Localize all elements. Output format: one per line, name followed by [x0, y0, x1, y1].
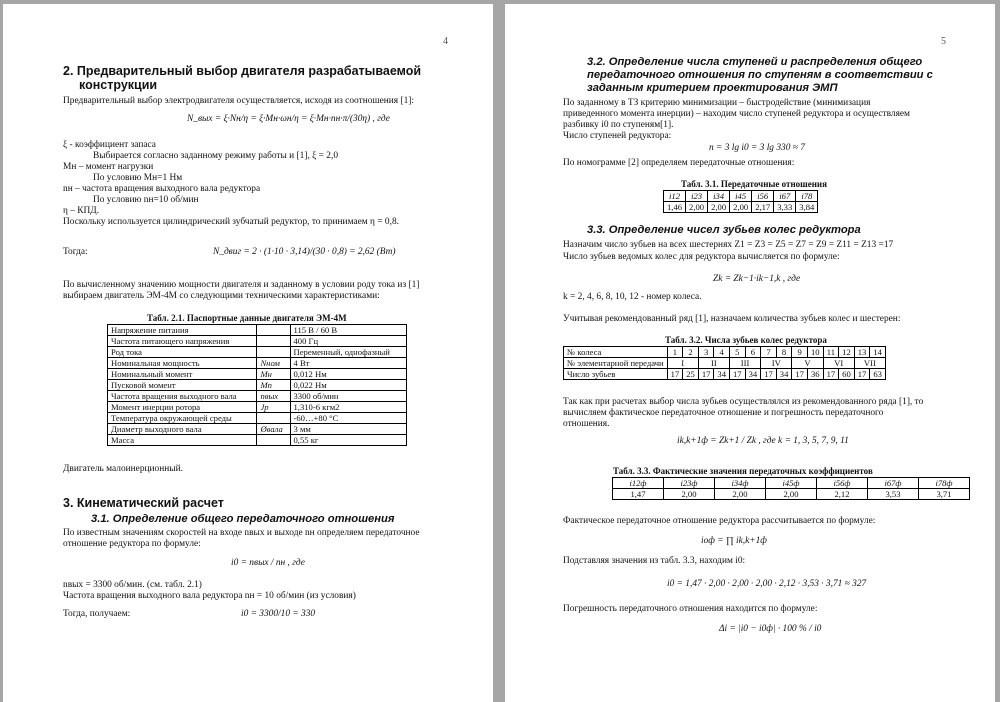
spec-value-cell: 0,022 Нм [290, 380, 407, 391]
ratio-header-cell: i78 [796, 191, 818, 202]
wheel-number-cell: 5 [730, 347, 746, 358]
wheel-number-cell: 4 [714, 347, 730, 358]
k-values: k = 2, 4, 6, 8, 10, 12 - номер колеса. [563, 292, 702, 302]
nvyx-value: nвых = 3300 об/мин. (см. табл. 2.1) [63, 580, 202, 590]
table-3-3-caption: Табл. 3.3. Фактические значения передаточных коэффициентов [613, 466, 873, 476]
nomogram-text: По номограмме [2] определяем передаточные отношения: [563, 158, 795, 168]
teeth-count-cell: 60 [839, 369, 855, 380]
spec-symbol-cell [257, 413, 290, 424]
table-row [664, 191, 818, 202]
ratio-header-cell: i45 [730, 191, 752, 202]
stage-number-cell: I [667, 358, 698, 369]
spec-symbol-cell: Nном [257, 358, 290, 369]
criterion-text-1: По заданному в ТЗ критерию минимизации – быстродействие (минимизация [563, 98, 871, 108]
then-label: Тогда: [63, 247, 88, 257]
row-label-cell: Число зубьев [564, 369, 668, 380]
teeth-formula: Zk = Zk−1·ik−1,k , где [713, 274, 801, 284]
row-label-cell: № элементарной передачи [564, 358, 668, 369]
section-3-title: 3. Кинематический расчет [63, 496, 224, 510]
stage-number-cell: VI [823, 358, 854, 369]
table-row [108, 347, 407, 358]
actual-ratio-value-cell: 1,47 [613, 489, 664, 500]
nn-condition: По условию nн=10 об/мин [93, 195, 199, 205]
spec-symbol-cell: Øвала [257, 424, 290, 435]
section-2-title-cont: конструкции [79, 78, 158, 92]
actual-text-1: Так как при расчетах выбор числа зубьев осуществлялся из рекомендованного ряда [1], то [563, 397, 924, 407]
nn-value: Частота вращения выходного вала редуктора nн = 10 об/мин (из условия) [63, 591, 356, 601]
ratio-value-cell: 2,00 [708, 202, 730, 213]
teeth-count-cell: 17 [667, 369, 683, 380]
teeth-count-cell: 34 [714, 369, 730, 380]
sub1-text-2: отношение редуктора по формуле: [63, 539, 201, 549]
subsection-3-3-title: 3.3. Определение чисел зубьев колес редуктора [587, 224, 861, 236]
gear-text: Поскольку используется цилиндрический зубчатый редуктор, то принимаем η = 0,8. [63, 217, 399, 227]
teeth-count-table [563, 346, 886, 380]
actual-ratio-value-cell: 2,00 [715, 489, 766, 500]
xi-definition: ξ - коэффициент запаса [63, 140, 156, 150]
teeth-text: Назначим число зубьев на всех шестернях Z1 = Z3 = Z5 = Z7 = Z9 = Z11 = Z13 =17 [563, 240, 894, 250]
ratio-value-cell: 2,00 [686, 202, 708, 213]
spec-symbol-cell: Mп [257, 380, 290, 391]
teeth-count-cell: 63 [870, 369, 886, 380]
spec-symbol-cell: Jр [257, 402, 290, 413]
spec-value-cell: 4 Вт [290, 358, 407, 369]
spec-value-cell: 1,310-6 кгм2 [290, 402, 407, 413]
ratio-header-cell: i56 [752, 191, 774, 202]
power-formula: N_выx = ξ·Nн/η = ξ·Mн·ωн/η = ξ·Mн·nн·π/(30η) , где [187, 114, 390, 124]
ratio-value-cell: 3,84 [796, 202, 818, 213]
spec-value-cell: 0,55 кг [290, 435, 407, 446]
table-row [108, 325, 407, 336]
table-row [664, 202, 818, 213]
stage-number-cell: VII [854, 358, 885, 369]
ratio-formula: i0 = nвых / nн , где [231, 558, 305, 568]
spec-name-cell: Масса [108, 435, 257, 446]
teeth-count-cell: 25 [683, 369, 699, 380]
total-ratio-text: Фактическое передаточное отношение редуктора рассчитывается по формуле: [563, 516, 876, 526]
wheel-number-cell: 1 [667, 347, 683, 358]
table-row [564, 347, 886, 358]
spec-name-cell: Номинальная мощность [108, 358, 257, 369]
table-row [108, 336, 407, 347]
spec-name-cell: Номинальный момент [108, 369, 257, 380]
mn-condition: По условию Mн=1 Нм [93, 173, 183, 183]
table-row [108, 358, 407, 369]
table-row [108, 435, 407, 446]
table-row [613, 478, 970, 489]
teeth-count-cell: 17 [730, 369, 746, 380]
total-ratio-formula: iоф = ∏ ik,k+1ф [701, 536, 767, 546]
criterion-text-2: приведенного момента инерции) – находим число ступеней редуктора и осуществляем [563, 109, 910, 119]
intro-text: Предварительный выбор электродвигателя осуществляется, исходя из соотношения [1]: [63, 96, 415, 106]
page-number: 4 [443, 36, 448, 47]
error-text: Погрешность передаточного отношения находится по формуле: [563, 604, 818, 614]
actual-ratio-value-cell: 2,00 [766, 489, 817, 500]
driven-teeth-text: Число зубьев ведомых колес для редуктора вычисляется по формуле: [563, 252, 840, 262]
subsection-3-2-title-end: заданным критерием проектирования ЭМП [587, 82, 838, 94]
wheel-number-cell: 9 [792, 347, 808, 358]
criterion-text-3: разбивку i0 по ступеням[1]. [563, 120, 674, 130]
spec-name-cell: Момент инерции ротора [108, 402, 257, 413]
actual-ratio-header-cell: i78ф [919, 478, 970, 489]
teeth-count-cell: 34 [745, 369, 761, 380]
actual-ratio-header-cell: i12ф [613, 478, 664, 489]
nn-definition: nн – частота вращения выходного вала редуктора [63, 184, 261, 194]
ratio-value-cell: 3,33 [774, 202, 796, 213]
spec-name-cell: Частота питающего напряжения [108, 336, 257, 347]
steps-formula: n = 3 lg i0 = 3 lg 330 ≈ 7 [709, 143, 805, 153]
teeth-count-cell: 17 [823, 369, 839, 380]
ratio-result-formula: i0 = 1,47 · 2,00 · 2,00 · 2,00 · 2,12 · 3,53 · 3,71 ≈ 327 [667, 579, 867, 589]
actual-ratio-header-cell: i56ф [817, 478, 868, 489]
low-inertia-note: Двигатель малоинерционный. [63, 464, 183, 474]
teeth-count-cell: 34 [776, 369, 792, 380]
actual-ratio-formula: ik,k+1ф = Zk+1 / Zk , где k = 1, 3, 5, 7, 9, 11 [677, 436, 849, 446]
page-number: 5 [941, 36, 946, 47]
wheel-number-cell: 11 [823, 347, 839, 358]
stage-number-cell: V [792, 358, 823, 369]
error-formula: Δi = |i0 − i0ф| · 100 % / i0 [719, 624, 822, 634]
choice-text-1: По вычисленному значению мощности двигателя и заданному в условии роду тока из [1] [63, 280, 420, 290]
spec-name-cell: Род тока [108, 347, 257, 358]
spec-symbol-cell: nвых [257, 391, 290, 402]
result-label: Тогда, получаем: [63, 609, 131, 619]
xi-choice: Выбирается согласно заданному режиму работы и [1], ξ = 2,0 [93, 151, 339, 161]
recommended-text: Учитывая рекомендованный ряд [1], назначаем количества зубьев колес и шестерен: [563, 314, 901, 324]
spec-symbol-cell [257, 347, 290, 358]
spec-value-cell: 3 мм [290, 424, 407, 435]
stage-number-cell: IV [761, 358, 792, 369]
mn-definition: Mн – момент нагрузки [63, 162, 154, 172]
subsection-3-2-title-cont: передаточного отношения по ступеням в соответствии с [587, 69, 933, 81]
wheel-number-cell: 13 [854, 347, 870, 358]
ratio-value-cell: 1,46 [664, 202, 686, 213]
wheel-number-cell: 2 [683, 347, 699, 358]
table-row [108, 391, 407, 402]
subsection-3-1-title: 3.1. Определение общего передаточного отношения [91, 513, 395, 525]
wheel-number-cell: 10 [807, 347, 823, 358]
actual-ratio-value-cell: 3,71 [919, 489, 970, 500]
actual-ratio-header-cell: i23ф [664, 478, 715, 489]
actual-ratio-value-cell: 3,53 [868, 489, 919, 500]
table-row [108, 413, 407, 424]
actual-ratios-table [612, 477, 970, 500]
actual-text-3: отношения. [563, 419, 610, 429]
actual-ratio-header-cell: i34ф [715, 478, 766, 489]
motor-specs-table [107, 324, 407, 446]
spec-name-cell: Диаметр выходного вала [108, 424, 257, 435]
teeth-count-cell: 17 [854, 369, 870, 380]
actual-ratio-value-cell: 2,12 [817, 489, 868, 500]
table-row [108, 424, 407, 435]
wheel-number-cell: 12 [839, 347, 855, 358]
spec-symbol-cell: Mн [257, 369, 290, 380]
document-page-right [505, 4, 995, 702]
actual-ratio-header-cell: i67ф [868, 478, 919, 489]
document-page-left [3, 4, 493, 702]
eta-definition: η – КПД. [63, 206, 100, 216]
row-label-cell: № колеса [564, 347, 668, 358]
stage-number-cell: III [730, 358, 761, 369]
table-3-2-caption: Табл. 3.2. Числа зубьев колес редуктора [665, 335, 827, 345]
stage-number-cell: II [698, 358, 729, 369]
wheel-number-cell: 7 [761, 347, 777, 358]
actual-ratio-header-cell: i45ф [766, 478, 817, 489]
spec-value-cell: 3300 об/мин [290, 391, 407, 402]
ratio-value-cell: 2,17 [752, 202, 774, 213]
spec-value-cell: -60…+80 °С [290, 413, 407, 424]
wheel-number-cell: 3 [698, 347, 714, 358]
ratio-header-cell: i34 [708, 191, 730, 202]
wheel-number-cell: 14 [870, 347, 886, 358]
spec-name-cell: Частота вращения выходного вала [108, 391, 257, 402]
table-2-1-caption: Табл. 2.1. Паспортные данные двигателя ЭМ-4М [147, 313, 347, 323]
teeth-count-cell: 17 [698, 369, 714, 380]
spec-value-cell: Переменный, однофазный [290, 347, 407, 358]
teeth-count-cell: 36 [807, 369, 823, 380]
gear-ratios-table [663, 190, 818, 213]
table-row [564, 358, 886, 369]
table-row [108, 369, 407, 380]
choice-text-2: выбираем двигатель ЭМ-4М со следующими техническими характеристиками: [63, 291, 380, 301]
teeth-count-cell: 17 [792, 369, 808, 380]
wheel-number-cell: 8 [776, 347, 792, 358]
wheel-number-cell: 6 [745, 347, 761, 358]
substitute-text: Подставляя значения из табл. 3.3, находим i0: [563, 556, 746, 566]
table-row [613, 489, 970, 500]
table-row [564, 369, 886, 380]
spec-symbol-cell [257, 435, 290, 446]
ratio-result: i0 = 3300/10 = 330 [241, 609, 316, 619]
spec-value-cell: 0,012 Нм [290, 369, 407, 380]
ratio-header-cell: i23 [686, 191, 708, 202]
table-row [108, 402, 407, 413]
ratio-header-cell: i12 [664, 191, 686, 202]
spec-value-cell: 400 Гц [290, 336, 407, 347]
ratio-value-cell: 2,00 [730, 202, 752, 213]
ratio-header-cell: i67 [774, 191, 796, 202]
spec-value-cell: 115 В / 60 В [290, 325, 407, 336]
spec-name-cell: Пусковой момент [108, 380, 257, 391]
actual-text-2: вычисляем фактическое передаточное отношение и погрешность передаточного [563, 408, 884, 418]
table-3-1-caption: Табл. 3.1. Передаточные отношения [681, 179, 827, 189]
table-row [108, 380, 407, 391]
power-calculation: N_двиг = 2 · (1·10 · 3,14)/(30 · 0,8) = 2,62 (Вт) [213, 247, 396, 257]
teeth-count-cell: 17 [761, 369, 777, 380]
section-2-title: 2. Предварительный выбор двигателя разрабатываемой [63, 64, 422, 78]
actual-ratio-value-cell: 2,00 [664, 489, 715, 500]
sub1-text-1: По известным значениям скоростей на входе nвых и выходе nн определяем передаточное [63, 528, 420, 538]
steps-label: Число ступеней редуктора: [563, 131, 672, 141]
subsection-3-2-title: 3.2. Определение числа ступеней и распределения общего [587, 56, 923, 68]
spec-symbol-cell [257, 325, 290, 336]
spec-name-cell: Температура окружающей среды [108, 413, 257, 424]
spec-name-cell: Напряжение питания [108, 325, 257, 336]
spec-symbol-cell [257, 336, 290, 347]
